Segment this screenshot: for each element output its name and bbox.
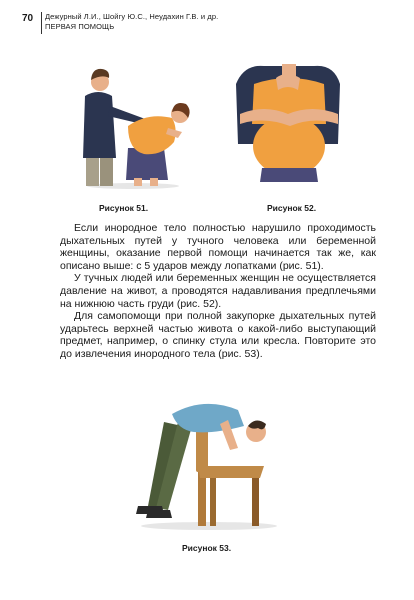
header-book-title: ПЕРВАЯ ПОМОЩЬ bbox=[45, 22, 115, 31]
paragraph-3: Для самопомощи при полной закупорке дыхательных путей ударьтесь верхней частью живота о какой-либо выступающий предмет, например, о спинку стула или кресла. Повторите это до извлечения инородного тела (рис. 53). bbox=[60, 310, 376, 360]
body-text bbox=[60, 222, 376, 361]
running-header bbox=[22, 12, 218, 34]
header-divider bbox=[41, 12, 42, 34]
header-authors: Дежурный Л.И., Шойгу Ю.С., Неудахин Г.В. и др. bbox=[45, 12, 219, 21]
figure-51-caption: Рисунок 51. bbox=[99, 203, 149, 213]
header-text bbox=[45, 12, 218, 32]
paragraph-1: Если инородное тело полностью нарушило проходимость дыхательных путей у тучного человека или беременной женщины, оказание первой помощи начинается так же, как описано выше: с 5 ударов между лопатками (рис. 51). bbox=[60, 222, 376, 272]
figure-52-caption: Рисунок 52. bbox=[267, 203, 317, 213]
figure-53-caption: Рисунок 53. bbox=[182, 543, 232, 553]
figure-53-illustration bbox=[134, 392, 284, 532]
figure-52-illustration bbox=[234, 64, 344, 184]
page-number: 70 bbox=[22, 13, 34, 24]
paragraph-2: У тучных людей или беременных женщин не осуществляется давление на живот, а проводятся надавливания предплечьями на нижнюю часть груди (рис. 52). bbox=[60, 272, 376, 310]
figure-51-illustration bbox=[78, 62, 203, 190]
